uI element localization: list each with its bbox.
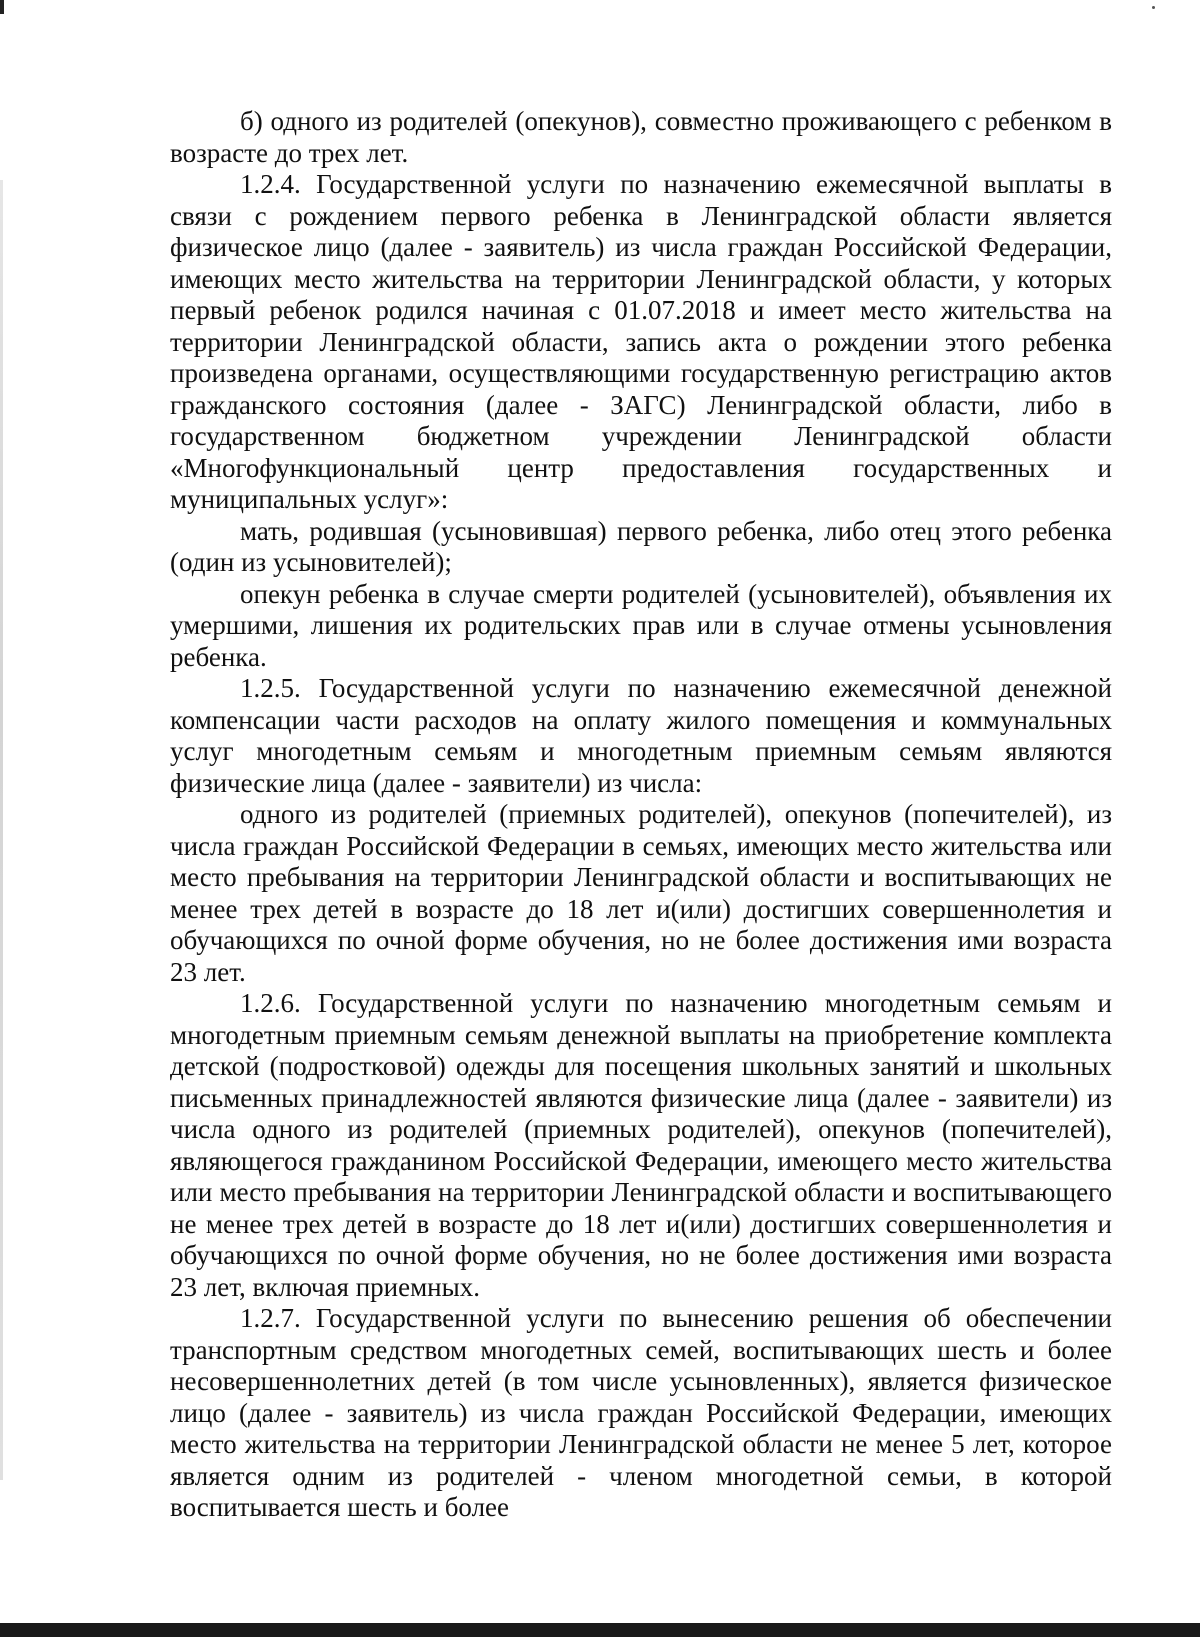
paragraph-1-2-5: 1.2.5. Государственной услуги по назначению ежемесячной денежной компенсации части расходов на оплату жилого помещения и коммунальных услуг многодетным семьям и многодетным приемным семьям являются физические лица (далее - заявители) из числа: (170, 673, 1112, 798)
paragraph-mother: мать, родившая (усыновившая) первого ребенка, либо отец этого ребенка (один из усыновителей); (170, 515, 1112, 577)
scan-edge-shadow (0, 180, 3, 1480)
scan-edge-mark (0, 0, 4, 14)
paragraph-1-2-6: 1.2.6. Государственной услуги по назначению многодетным семьям и многодетным приемным семьям денежной выплаты на приобретение комплекта детской (подростковой) одежды для посещения школьных занятий и школьных письменных принадлежностей являются физические лица (далее - заявители) из числа одного из родителей (приемных родителей), опекунов (попечителей), являющегося гражданином Российской Федерации, имеющего место жительства или место пребывания на территории Ленинградской области и воспитывающего не менее трех детей в возрасте до 18 лет и(или) достигших совершеннолетия и обучающихся по очной форме обучения, но не более достижения ими возраста 23 лет, включая приемных. (170, 988, 1112, 1302)
paragraph-1-2-7: 1.2.7. Государственной услуги по вынесению решения об обеспечении транспортным средством многодетных семей, воспитывающих шесть и более несовершеннолетних детей (в том числе усыновленных), является физическое лицо (далее - заявитель) из числа граждан Российской Федерации, имеющих место жительства на территории Ленинградской области не менее 5 лет, которое является одним из родителей - членом многодетной семьи, в которой воспитывается шесть и более (170, 1303, 1112, 1522)
paragraph-1-2-4: 1.2.4. Государственной услуги по назначению ежемесячной выплаты в связи с рождением первого ребенка в Ленинградской области является физическое лицо (далее - заявитель) из числа граждан Российской Федерации, имеющих место жительства на территории Ленинградской области, у которых первый ребенок родился начиная с 01.07.2018 и имеет место жительства на территории Ленинградской области, запись акта о рождении этого ребенка произведена органами, осуществляющими государственную регистрацию актов гражданского состояния (далее - ЗАГС) Ленинградской области, либо в государственном бюджетном учреждении Ленинградской области «Многофункциональный центр предоставления государственных и муниципальных услуг»: (170, 169, 1112, 514)
document-body (170, 106, 1112, 1524)
paragraph-b-parent: б) одного из родителей (опекунов), совместно проживающего с ребенком в возрасте до трех лет. (170, 106, 1112, 168)
scan-speck (1152, 6, 1155, 9)
paragraph-guardian: опекун ребенка в случае смерти родителей (усыновителей), объявления их умершими, лишения их родительских прав или в случае отмены усыновления ребенка. (170, 578, 1112, 672)
paragraph-one-of-parents: одного из родителей (приемных родителей), опекунов (попечителей), из числа граждан Российской Федерации в семьях, имеющих место жительства или место пребывания на территории Ленинградской области и воспитывающих не менее трех детей в возрасте до 18 лет и(или) достигших совершеннолетия и обучающихся по очной форме обучения, но не более достижения ими возраста 23 лет. (170, 799, 1112, 987)
scan-bottom-edge (0, 1623, 1200, 1637)
